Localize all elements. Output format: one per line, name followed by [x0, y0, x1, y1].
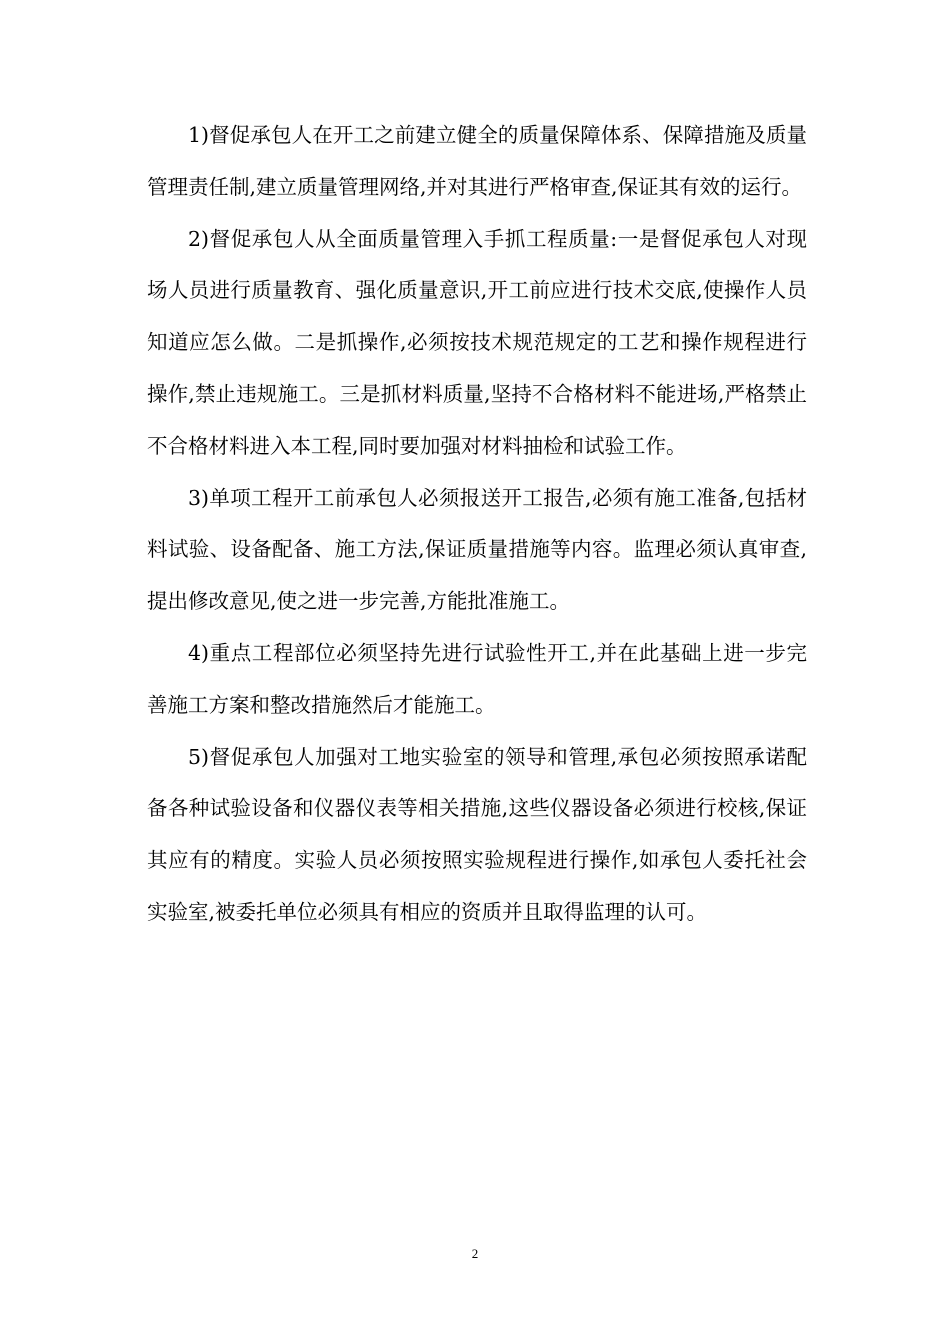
- paragraph-1: 1)督促承包人在开工之前建立健全的质量保障体系、保障措施及质量管理责任制,建立质量管理网络,并对其进行严格审查,保证其有效的运行。: [147, 123, 807, 199]
- paragraph-3: 3)单项工程开工前承包人必须报送开工报告,必须有施工准备,包括材料试验、设备配备、施工方法,保证质量措施等内容。监理必须认真审查,提出修改意见,使之进一步完善,方能批准施工。: [147, 485, 807, 614]
- page-number: 2: [471, 1246, 479, 1261]
- document-body: [147, 110, 807, 939]
- paragraph-4: 4)重点工程部位必须坚持先进行试验性开工,并在此基础上进一步完善施工方案和整改措施然后才能施工。: [147, 640, 807, 717]
- paragraph-5: 5)督促承包人加强对工地实验室的领导和管理,承包必须按照承诺配备各种试验设备和仪器仪表等相关措施,这些仪器设备必须进行校核,保证其应有的精度。实验人员必须按照实验规程进行操作,如承包人委托社会实验室,被委托单位必须具有相应的资质并且取得监理的认可。: [147, 744, 807, 924]
- paragraph-2: 2)督促承包人从全面质量管理入手抓工程质量:一是督促承包人对现场人员进行质量教育、强化质量意识,开工前应进行技术交底,使操作人员知道应怎么做。二是抓操作,必须按技术规范规定的工艺和操作规程进行操作,禁止违规施工。三是抓材料质量,坚持不合格材料不能进场,严格禁止不合格材料进入本工程,同时要加强对材料抽检和试验工作。: [147, 226, 807, 458]
